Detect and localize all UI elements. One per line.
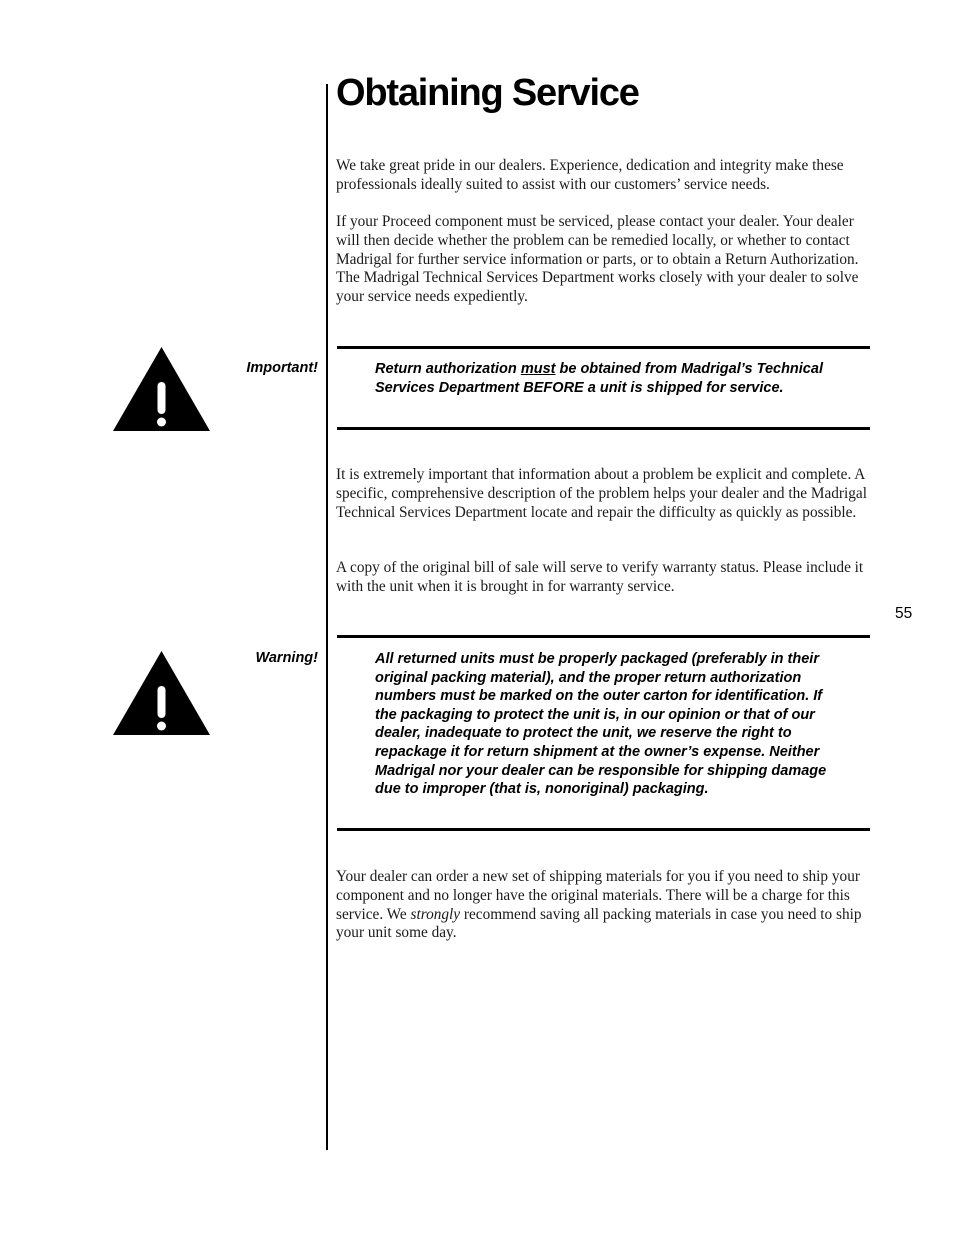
page-title: Obtaining Service (336, 72, 639, 114)
warning-triangle-icon (112, 346, 211, 432)
important-notice (375, 360, 845, 397)
margin-rule (326, 84, 328, 1150)
warning-notice: All returned units must be properly packaged (preferably in their original packing material), and the proper return authorization numbers must be marked on the outer carton for identification. If the packaging to protect the unit is, in our opinion or that of our dealer, inadequate to protect the unit, we reserve the right to repackage it for return shipment at the owner’s expense. Neither Madrigal nor your dealer can be responsible for shipping damage due to improper (that is, nonoriginal) packaging. (375, 651, 827, 798)
paragraph-service-contact: If your Proceed component must be serviced, please contact your dealer. Your dealer will then decide whether the problem can be remedied locally, or whether to contact Madrigal for further service information or parts, or to obtain a Return Authorization. The Madrigal Technical Services Department works closely with your dealer to solve your service needs expediently. (336, 213, 859, 306)
notice-top-rule (337, 346, 870, 349)
shipping-text-end: recommend saving all packing materials in case you need to ship your unit some day. (336, 905, 862, 942)
shipping-text-start: Your dealer can order a new set of shipping materials for you if you need to ship your component and no longer have the original materials. There will be a charge for this service. We (336, 868, 860, 923)
important-text-start: Return authorization (375, 361, 521, 377)
important-label: Important! (246, 360, 318, 376)
shipping-text-emphasis: strongly (410, 905, 461, 923)
warning-top-rule (337, 635, 870, 638)
important-text-end: be obtained from Madrigal’s Technical Services Department BEFORE a unit is shipped for service. (375, 361, 823, 396)
paragraph-dealers: We take great pride in our dealers. Experience, dedication and integrity make these professionals ideally suited to assist with our customers’ service needs. (336, 157, 844, 193)
paragraph-shipping-materials (336, 868, 872, 943)
page-number: 55 (895, 605, 913, 622)
warning-bottom-rule (337, 828, 870, 831)
important-text-underlined: must (520, 361, 556, 377)
paragraph-problem-info: It is extremely important that information about a problem be explicit and complete. A specific, comprehensive description of the problem helps your dealer and the Madrigal Technical Services Department locate and repair the difficulty as quickly as possible. (336, 466, 867, 521)
warning-label: Warning! (255, 650, 318, 666)
paragraph-bill-of-sale: A copy of the original bill of sale will serve to verify warranty status. Please include it with the unit when it is brought in for warranty service. (336, 559, 864, 595)
notice-bottom-rule (337, 427, 870, 430)
